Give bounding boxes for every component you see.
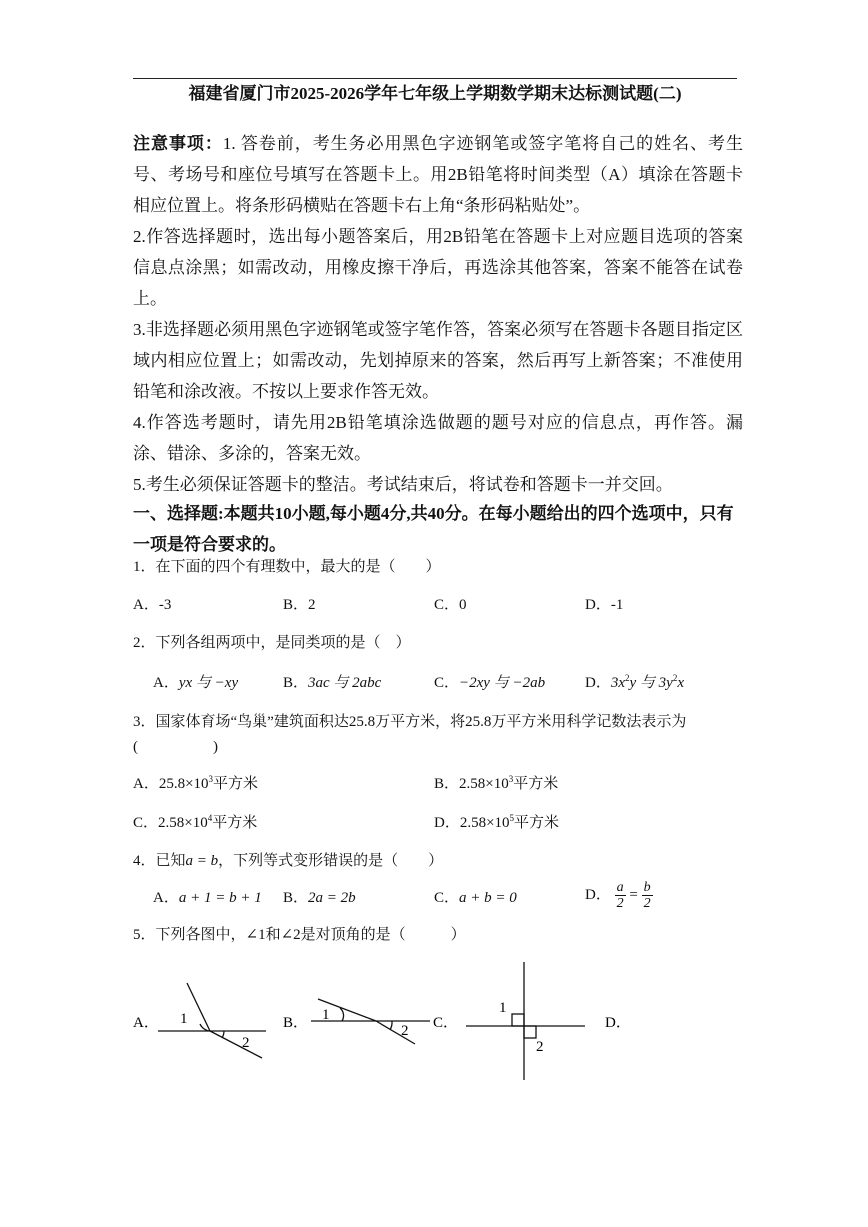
figure-label-a: A．: [133, 1015, 159, 1031]
figure-a: [158, 983, 266, 1058]
option-exponent: 5: [509, 813, 515, 823]
stem-text: 4．已知: [133, 853, 186, 869]
option-math: a + b = 0: [459, 890, 517, 906]
option-math: −2xy 与 −2ab: [459, 675, 546, 691]
figure-b-angle-2: 2: [401, 1023, 409, 1039]
figure-c: [466, 962, 585, 1080]
instruction-1: [133, 128, 743, 221]
option-exponent: 3: [208, 774, 214, 784]
question-4-option-b: [283, 887, 356, 909]
figure-a-angle-1: 1: [180, 1011, 188, 1027]
question-5-stem: 5．下列各图中，∠1和∠2是对顶角的是（ ）: [133, 927, 466, 943]
question-1-option-c: C．0: [434, 597, 467, 613]
fraction-a-over-2: [615, 880, 626, 911]
option-math: a + 1 = b + 1: [178, 890, 262, 906]
figure-label-d: D．: [605, 1015, 631, 1031]
figure-c-angle-1: 1: [499, 1000, 507, 1016]
question-2-option-b: [283, 672, 381, 694]
option-math: 2a = 2b: [308, 890, 356, 906]
option-math: yx 与 −xy: [178, 675, 239, 691]
option-math: 3ac 与 2abc: [308, 675, 382, 691]
figure-a-angle-2: 2: [242, 1035, 250, 1051]
question-3-option-b: [434, 773, 558, 795]
question-3-stem-paren: ( ): [133, 739, 218, 755]
option-unit: 平方米: [212, 815, 258, 831]
option-unit: 平方米: [213, 776, 259, 792]
question-2-option-a: [153, 672, 238, 694]
option-unit: 平方米: [514, 815, 560, 831]
stem-text-end: ，下列等式变形错误的是（ ）: [218, 853, 444, 869]
question-1-option-a: A．-3: [133, 597, 172, 613]
question-4-option-d: [585, 880, 653, 911]
figure-c-angle-2: 2: [536, 1039, 544, 1055]
fraction-b-over-2: [642, 880, 653, 911]
option-exponent: 4: [207, 813, 213, 823]
question-3-option-d: [434, 812, 559, 834]
denominator: 2: [616, 896, 624, 911]
numerator: b: [643, 880, 651, 895]
option-unit: 平方米: [513, 776, 559, 792]
question-3-option-c: [133, 812, 257, 834]
option-number: C．2.58×10: [133, 815, 208, 831]
exam-title: 福建省厦门市2025-2026学年七年级上学期数学期末达标测试题(二): [188, 84, 682, 103]
equals-sign: =: [629, 886, 638, 903]
question-1-stem: 1．在下面的四个有理数中，最大的是（ ）: [133, 559, 441, 575]
option-math-3: x: [677, 675, 685, 691]
question-1-option-b: B．2: [283, 597, 316, 613]
question-3-option-a: [133, 773, 258, 795]
question-3-stem: 3．国家体育场“鸟巢”建筑面积达25.8万平方米，将25.8万平方米用科学记数法表示为: [133, 714, 687, 730]
numerator: a: [616, 880, 624, 895]
figure-b-angle-1: 1: [322, 1007, 330, 1023]
instruction-5: 5.考生必须保证答题卡的整洁。考试结束后，将试卷和答题卡一并交回。: [133, 475, 673, 494]
option-label: B．: [283, 890, 309, 906]
question-2-stem: 2．下列各组两项中，是同类项的是（ ）: [133, 635, 411, 651]
figure-label-b: B．: [283, 1015, 309, 1031]
figure-b: [311, 999, 430, 1044]
option-exponent: 3: [508, 774, 514, 784]
question-4-stem: [133, 850, 443, 872]
option-number: A．25.8×10: [133, 776, 209, 792]
option-label: D．: [585, 675, 611, 691]
option-label: A．: [153, 890, 179, 906]
section-1-heading: 一、选择题:本题共10小题,每小题4分,共40分。在每小题给出的四个选项中，只有一项是符合要求的。: [133, 504, 734, 554]
option-number: D．2.58×10: [434, 815, 510, 831]
instruction-4: 4.作答选考题时，请先用2B铅笔填涂选做题的题号对应的信息点，再作答。漏涂、错涂、多涂的，答案无效。: [133, 413, 743, 463]
question-1-option-d: D．-1: [585, 597, 624, 613]
instruction-1-text: 1. 答卷前，考生务必用黑色字迹钢笔或签字笔将自己的姓名、考生号、考场号和座位号填写在答题卡上。用2B铅笔将时间类型（A）填涂在答题卡相应位置上。将条形码横贴在答题卡右上角“条形码粘贴处”。: [133, 134, 744, 215]
instructions: [133, 128, 743, 500]
option-math-2: y 与 3y: [629, 675, 673, 691]
option-number: B．2.58×10: [434, 776, 509, 792]
option-label: A．: [153, 675, 179, 691]
instructions-heading: 注意事项：: [133, 134, 223, 153]
question-2-option-d: D．$3x^2y$ 与 $3y^2x$: [585, 673, 685, 691]
instruction-3: 3.非选择题必须用黑色字迹钢笔或签字笔作答，答案必须写在答题卡各题目指定区域内相应位置上；如需改动，先划掉原来的答案，然后再写上新答案；不准使用铅笔和涂改液。不按以上要求作答无效。: [133, 320, 743, 401]
instruction-2: 2.作答选择题时，选出每小题答案后，用2B铅笔在答题卡上对应题目选项的答案信息点涂黑；如需改动，用橡皮擦干净后，再选涂其他答案，答案不能答在试卷上。: [133, 227, 743, 308]
figure-label-c: C．: [433, 1015, 459, 1031]
stem-math: a = b: [185, 853, 219, 869]
header-rule: [133, 78, 737, 79]
option-label: C．: [434, 890, 460, 906]
question-4-option-c: [434, 887, 517, 909]
question-2-option-c: [434, 672, 545, 694]
question-4-option-a: [153, 887, 262, 909]
option-math-1: 3x: [610, 675, 626, 691]
option-label: C．: [434, 675, 460, 691]
option-label: D．: [585, 886, 611, 903]
denominator: 2: [643, 896, 651, 911]
option-label: B．: [283, 675, 309, 691]
